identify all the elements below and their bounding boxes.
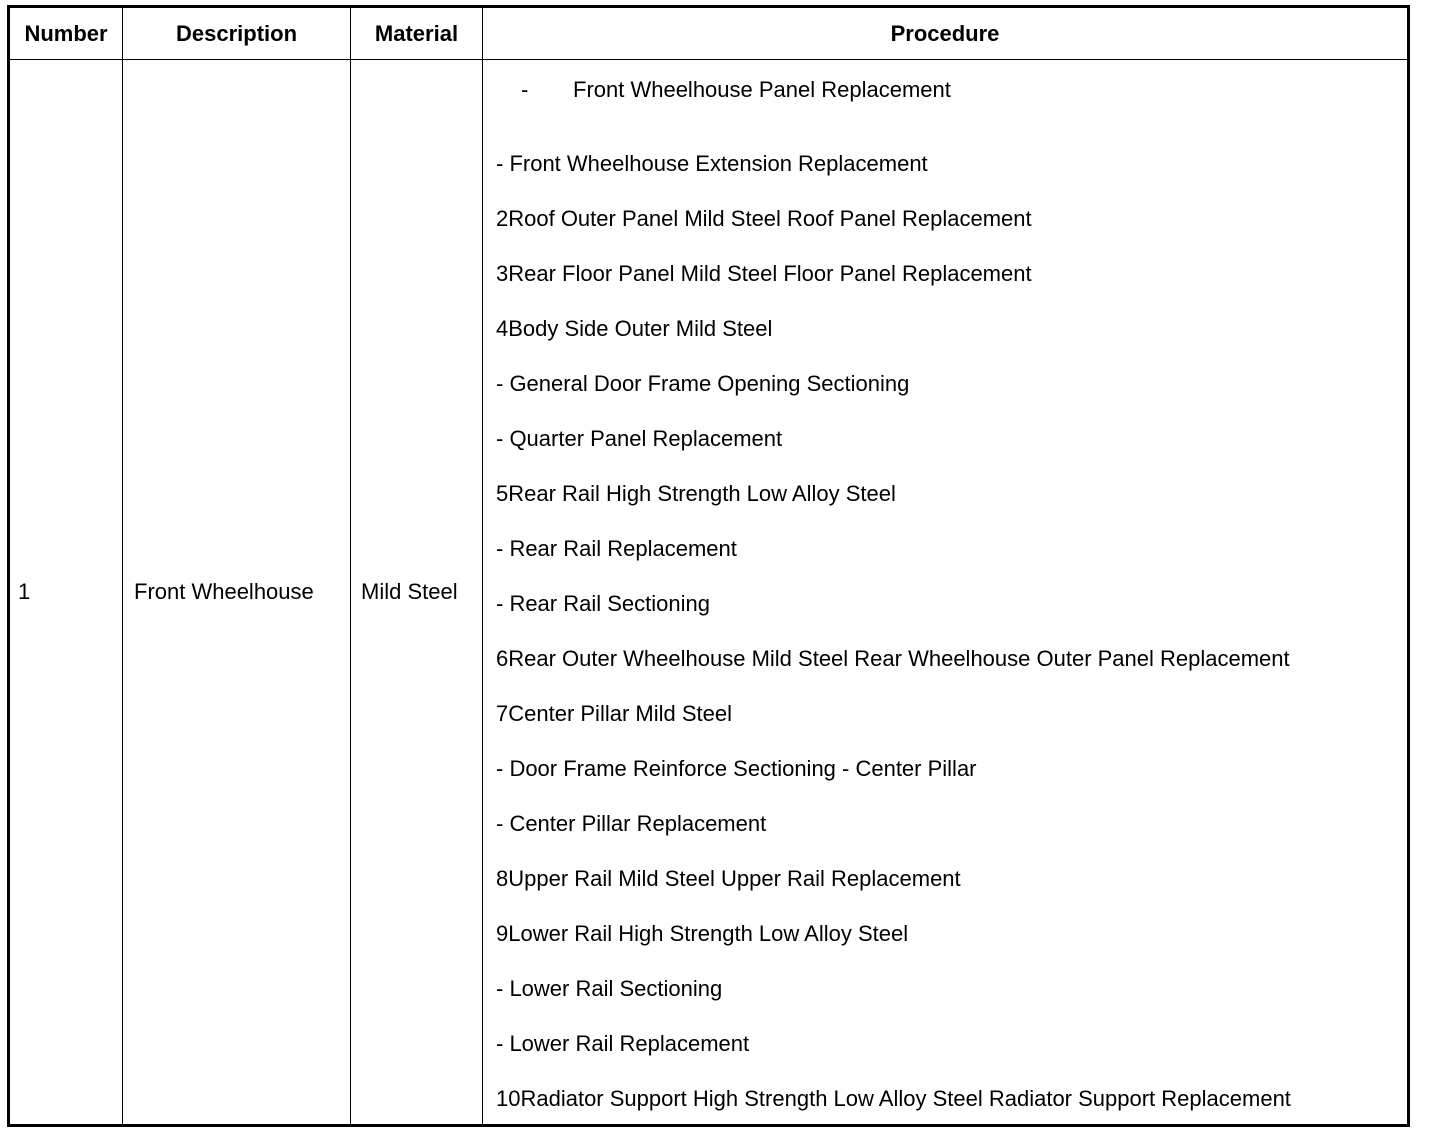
procedure-line: 6Rear Outer Wheelhouse Mild Steel Rear Wheelhouse Outer Panel Replacement bbox=[496, 646, 1290, 671]
column-divider bbox=[350, 8, 351, 1124]
procedure-line: 3Rear Floor Panel Mild Steel Floor Panel Replacement bbox=[496, 261, 1032, 286]
column-divider bbox=[122, 8, 123, 1124]
procedure-line: - Rear Rail Sectioning bbox=[496, 591, 710, 616]
column-divider bbox=[482, 8, 483, 1124]
procedure-line: - Quarter Panel Replacement bbox=[496, 426, 783, 451]
procedure-line: - Lower Rail Sectioning bbox=[496, 976, 723, 1001]
procedure-line: 4Body Side Outer Mild Steel bbox=[496, 316, 773, 341]
procedure-line: 8Upper Rail Mild Steel Upper Rail Replacement bbox=[496, 866, 961, 891]
procedure-line-text: Front Wheelhouse Panel Replacement bbox=[573, 77, 951, 102]
header-description: Description bbox=[175, 20, 298, 46]
procedure-line: - Front Wheelhouse Extension Replacement bbox=[496, 151, 928, 176]
procedure-line: - Rear Rail Replacement bbox=[496, 536, 737, 561]
procedure-line: - Lower Rail Replacement bbox=[496, 1031, 750, 1056]
procedure-line: 7Center Pillar Mild Steel bbox=[496, 701, 732, 726]
procedure-line: - General Door Frame Opening Sectioning bbox=[496, 371, 910, 396]
procedure-table bbox=[7, 5, 1410, 1127]
header-material: Material bbox=[374, 20, 459, 46]
header-number: Number bbox=[24, 20, 108, 46]
procedure-line: 2Roof Outer Panel Mild Steel Roof Panel Replacement bbox=[496, 206, 1032, 231]
cell-material: Mild Steel bbox=[361, 579, 458, 604]
procedure-line: - Center Pillar Replacement bbox=[496, 811, 767, 836]
cell-number: 1 bbox=[18, 579, 31, 604]
procedure-line: 10Radiator Support High Strength Low Alloy Steel Radiator Support Replacement bbox=[496, 1086, 1291, 1111]
header-divider bbox=[10, 59, 1407, 60]
procedure-line: - Door Frame Reinforce Sectioning - Center Pillar bbox=[496, 756, 977, 781]
header-procedure: Procedure bbox=[890, 20, 1000, 46]
cell-description: Front Wheelhouse bbox=[134, 579, 314, 604]
procedure-line: 5Rear Rail High Strength Low Alloy Steel bbox=[496, 481, 896, 506]
procedure-dash: - bbox=[521, 77, 529, 102]
procedure-line: 9Lower Rail High Strength Low Alloy Steel bbox=[496, 921, 909, 946]
procedure-line bbox=[521, 78, 951, 102]
